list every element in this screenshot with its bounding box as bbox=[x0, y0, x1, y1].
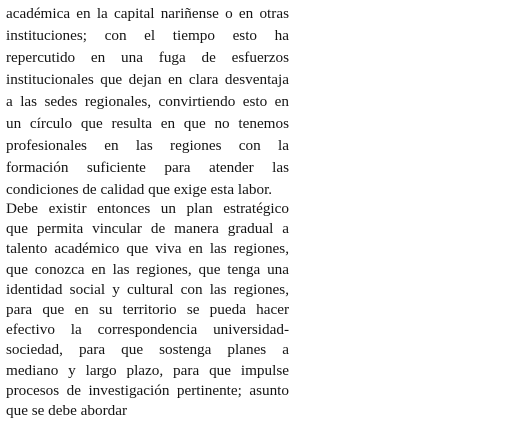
paragraph-line: a las sedes regionales, convirtiendo esto en bbox=[6, 93, 289, 110]
paragraph-line: que conozca en las regiones, que tenga una bbox=[6, 260, 289, 278]
paragraph-line: condiciones de calidad que exige esta labor. bbox=[6, 181, 273, 198]
paragraph-line: efectivo la correspondencia universidad- bbox=[6, 321, 289, 339]
paragraph-line: para que en su territorio se pueda hacer bbox=[6, 301, 289, 318]
paragraph-line: mediano y largo plazo, para que impulse bbox=[6, 361, 289, 379]
paragraph-line: un círculo que resulta en que no tenemos bbox=[6, 115, 289, 132]
paragraph-line: profesionales en las regiones con la bbox=[6, 137, 289, 154]
paragraph-line: que permita vincular de manera gradual a bbox=[6, 220, 289, 238]
paragraph-line: sociedad, para que sostenga planes a bbox=[6, 341, 289, 359]
paragraph-line: académica en la capital nariñense o en otras bbox=[6, 5, 289, 22]
paragraph-line: Debe existir entonces un plan estratégico bbox=[6, 200, 289, 217]
paragraph-line: formación suficiente para atender las bbox=[6, 159, 289, 176]
paragraph-line: identidad social y cultural con las regiones, bbox=[6, 280, 289, 298]
paragraph-line: procesos de investigación pertinente; asunto bbox=[6, 381, 289, 399]
paragraph-line: talento académico que viva en las regiones, bbox=[6, 240, 289, 258]
paragraph-line: instituciones; con el tiempo esto ha bbox=[6, 27, 289, 44]
paragraph-line: repercutido en una fuga de esfuerzos bbox=[6, 49, 289, 66]
paragraph-line: institucionales que dejan en clara desventaja bbox=[6, 71, 289, 88]
paragraph-line: que se debe abordar bbox=[6, 402, 128, 419]
